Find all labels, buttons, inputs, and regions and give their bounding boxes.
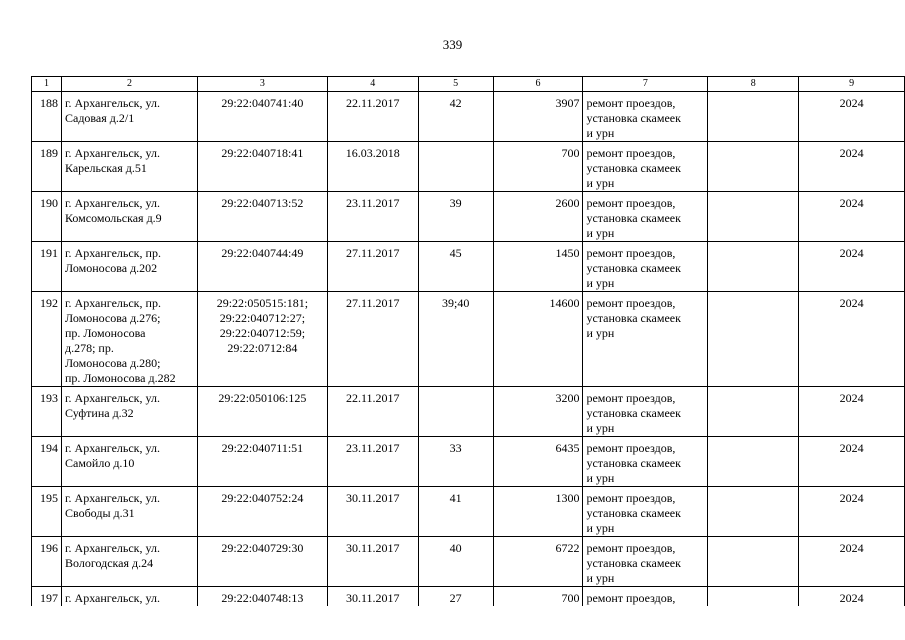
row-number-cell: 188 <box>32 92 62 142</box>
work-line: и урн <box>586 126 615 140</box>
row-number-cell: 193 <box>32 387 62 437</box>
column-header: 9 <box>799 77 905 92</box>
table-row <box>32 537 905 587</box>
address-line: г. Архангельск, пр. <box>64 296 161 310</box>
row-number-cell: 196 <box>32 537 62 587</box>
column-5-cell <box>418 142 493 192</box>
column-6-cell: 6435 <box>493 437 583 487</box>
work-line: установка скамеек <box>586 311 681 325</box>
column-5-cell: 45 <box>418 242 493 292</box>
date-cell: 22.11.2017 <box>327 387 418 437</box>
cadastral-cell <box>197 387 327 437</box>
address-cell <box>61 587 197 607</box>
address-line: Комсомольская д.9 <box>64 211 162 225</box>
work-line: ремонт проездов, <box>586 541 676 555</box>
cadastral-cell <box>197 242 327 292</box>
work-line: установка скамеек <box>586 556 681 570</box>
address-cell <box>61 92 197 142</box>
work-line: ремонт проездов, <box>586 246 676 260</box>
cadastral-line: 29:22:050106:125 <box>218 391 307 405</box>
column-6-cell: 2600 <box>493 192 583 242</box>
column-8-cell <box>708 487 799 537</box>
cadastral-cell <box>197 437 327 487</box>
work-line: и урн <box>586 471 615 485</box>
column-5-cell: 39;40 <box>418 292 493 387</box>
column-5-cell: 39 <box>418 192 493 242</box>
cadastral-line: 29:22:040712:27; <box>219 311 306 325</box>
year-cell: 2024 <box>799 142 905 192</box>
column-5-cell: 42 <box>418 92 493 142</box>
date-cell: 23.11.2017 <box>327 437 418 487</box>
address-line: Садовая д.2/1 <box>64 111 135 125</box>
year-cell: 2024 <box>799 537 905 587</box>
work-line: установка скамеек <box>586 456 681 470</box>
column-6-cell: 1300 <box>493 487 583 537</box>
column-6-cell: 3907 <box>493 92 583 142</box>
address-line: Вологодская д.24 <box>64 556 154 570</box>
column-6-cell: 14600 <box>493 292 583 387</box>
work-cell <box>583 587 708 607</box>
column-header: 7 <box>583 77 708 92</box>
work-line: ремонт проездов, <box>586 96 676 110</box>
work-line: ремонт проездов, <box>586 146 676 160</box>
column-header: 3 <box>197 77 327 92</box>
year-cell: 2024 <box>799 387 905 437</box>
row-number-cell: 194 <box>32 437 62 487</box>
work-line: и урн <box>586 276 615 290</box>
address-line: г. Архангельск, пр. <box>64 246 161 260</box>
address-line: д.278; пр. <box>64 341 114 355</box>
column-8-cell <box>708 292 799 387</box>
work-line: установка скамеек <box>586 111 681 125</box>
date-cell: 30.11.2017 <box>327 587 418 607</box>
work-line: установка скамеек <box>586 161 681 175</box>
table-row <box>32 142 905 192</box>
year-cell: 2024 <box>799 92 905 142</box>
cadastral-line: 29:22:040713:52 <box>221 196 304 210</box>
row-number-cell: 195 <box>32 487 62 537</box>
address-line: г. Архангельск, ул. <box>64 491 160 505</box>
page-number: 339 <box>442 37 463 52</box>
address-cell <box>61 292 197 387</box>
work-line: ремонт проездов, <box>586 296 676 310</box>
address-cell <box>61 142 197 192</box>
date-cell: 27.11.2017 <box>327 292 418 387</box>
address-line: г. Архангельск, ул. <box>64 591 160 605</box>
cadastral-line: 29:22:040752:24 <box>221 491 304 505</box>
cadastral-line: 29:22:040744:49 <box>221 246 304 260</box>
work-line: ремонт проездов, <box>586 491 676 505</box>
column-6-cell: 700 <box>493 587 583 607</box>
address-cell <box>61 387 197 437</box>
row-number-cell: 189 <box>32 142 62 192</box>
row-number-cell: 192 <box>32 292 62 387</box>
address-line: пр. Ломоносова д.282 <box>64 371 176 385</box>
cadastral-line: 29:22:040712:59; <box>219 326 306 340</box>
address-line: Карельская д.51 <box>64 161 147 175</box>
table-row <box>32 487 905 537</box>
address-cell <box>61 192 197 242</box>
year-cell: 2024 <box>799 487 905 537</box>
cadastral-cell <box>197 587 327 607</box>
work-cell <box>583 292 708 387</box>
work-line: и урн <box>586 571 615 585</box>
column-8-cell <box>708 142 799 192</box>
table-row <box>32 587 905 607</box>
table-row <box>32 92 905 142</box>
year-cell: 2024 <box>799 292 905 387</box>
address-cell <box>61 537 197 587</box>
work-line: ремонт проездов, <box>586 591 676 605</box>
table-row <box>32 192 905 242</box>
column-8-cell <box>708 587 799 607</box>
work-line: и урн <box>586 521 615 535</box>
address-line: Суфтина д.32 <box>64 406 134 420</box>
work-cell <box>583 192 708 242</box>
column-5-cell <box>418 387 493 437</box>
column-6-cell: 1450 <box>493 242 583 292</box>
address-line: Самойло д.10 <box>64 456 135 470</box>
row-number-cell: 191 <box>32 242 62 292</box>
column-8-cell <box>708 242 799 292</box>
year-cell: 2024 <box>799 437 905 487</box>
row-number-cell: 190 <box>32 192 62 242</box>
column-5-cell: 33 <box>418 437 493 487</box>
date-cell: 27.11.2017 <box>327 242 418 292</box>
cadastral-cell <box>197 192 327 242</box>
address-line: г. Архангельск, ул. <box>64 541 160 555</box>
cadastral-line: 29:22:040741:40 <box>221 96 304 110</box>
cadastral-cell <box>197 92 327 142</box>
address-line: пр. Ломоносова <box>64 326 146 340</box>
column-header: 8 <box>708 77 799 92</box>
column-6-cell: 6722 <box>493 537 583 587</box>
table-row <box>32 292 905 387</box>
column-8-cell <box>708 437 799 487</box>
work-line: и урн <box>586 421 615 435</box>
address-cell <box>61 437 197 487</box>
address-line: Свободы д.31 <box>64 506 135 520</box>
cadastral-cell <box>197 292 327 387</box>
work-cell <box>583 242 708 292</box>
work-cell <box>583 537 708 587</box>
address-line: Ломоносова д.202 <box>64 261 158 275</box>
date-cell: 30.11.2017 <box>327 537 418 587</box>
work-line: установка скамеек <box>586 406 681 420</box>
address-line: г. Архангельск, ул. <box>64 146 160 160</box>
cadastral-line: 29:22:0712:84 <box>227 341 298 355</box>
work-line: и урн <box>586 326 615 340</box>
cadastral-cell <box>197 537 327 587</box>
work-line: установка скамеек <box>586 261 681 275</box>
cadastral-line: 29:22:040729:30 <box>221 541 304 555</box>
date-cell: 22.11.2017 <box>327 92 418 142</box>
column-5-cell: 40 <box>418 537 493 587</box>
column-header: 6 <box>493 77 583 92</box>
column-header: 5 <box>418 77 493 92</box>
cadastral-cell <box>197 142 327 192</box>
cadastral-cell <box>197 487 327 537</box>
column-8-cell <box>708 92 799 142</box>
work-line: ремонт проездов, <box>586 441 676 455</box>
cadastral-line: 29:22:040718:41 <box>221 146 304 160</box>
address-cell <box>61 242 197 292</box>
year-cell: 2024 <box>799 242 905 292</box>
column-header: 4 <box>327 77 418 92</box>
work-cell <box>583 437 708 487</box>
work-line: ремонт проездов, <box>586 196 676 210</box>
cadastral-line: 29:22:040748:13 <box>221 591 304 605</box>
work-cell <box>583 387 708 437</box>
address-line: Ломоносова д.280; <box>64 356 161 370</box>
table-row <box>32 387 905 437</box>
column-8-cell <box>708 387 799 437</box>
column-header: 2 <box>61 77 197 92</box>
row-number-cell: 197 <box>32 587 62 607</box>
column-8-cell <box>708 192 799 242</box>
work-cell <box>583 92 708 142</box>
work-line: и урн <box>586 226 615 240</box>
work-line: установка скамеек <box>586 506 681 520</box>
column-8-cell <box>708 537 799 587</box>
date-cell: 16.03.2018 <box>327 142 418 192</box>
data-table <box>31 76 905 606</box>
address-line: г. Архангельск, ул. <box>64 441 160 455</box>
header-row <box>32 77 905 92</box>
cadastral-line: 29:22:050515:181; <box>216 296 309 310</box>
date-cell: 30.11.2017 <box>327 487 418 537</box>
address-line: Ломоносова д.276; <box>64 311 161 325</box>
table-row <box>32 437 905 487</box>
year-cell: 2024 <box>799 587 905 607</box>
column-6-cell: 3200 <box>493 387 583 437</box>
address-cell <box>61 487 197 537</box>
work-line: установка скамеек <box>586 211 681 225</box>
work-cell <box>583 487 708 537</box>
column-5-cell: 27 <box>418 587 493 607</box>
column-header: 1 <box>32 77 62 92</box>
year-cell: 2024 <box>799 192 905 242</box>
address-line: г. Архангельск, ул. <box>64 391 160 405</box>
address-line: г. Архангельск, ул. <box>64 96 160 110</box>
address-line: г. Архангельск, ул. <box>64 196 160 210</box>
work-line: и урн <box>586 176 615 190</box>
column-5-cell: 41 <box>418 487 493 537</box>
work-line: ремонт проездов, <box>586 391 676 405</box>
column-6-cell: 700 <box>493 142 583 192</box>
table-row <box>32 242 905 292</box>
work-cell <box>583 142 708 192</box>
date-cell: 23.11.2017 <box>327 192 418 242</box>
cadastral-line: 29:22:040711:51 <box>221 441 304 455</box>
